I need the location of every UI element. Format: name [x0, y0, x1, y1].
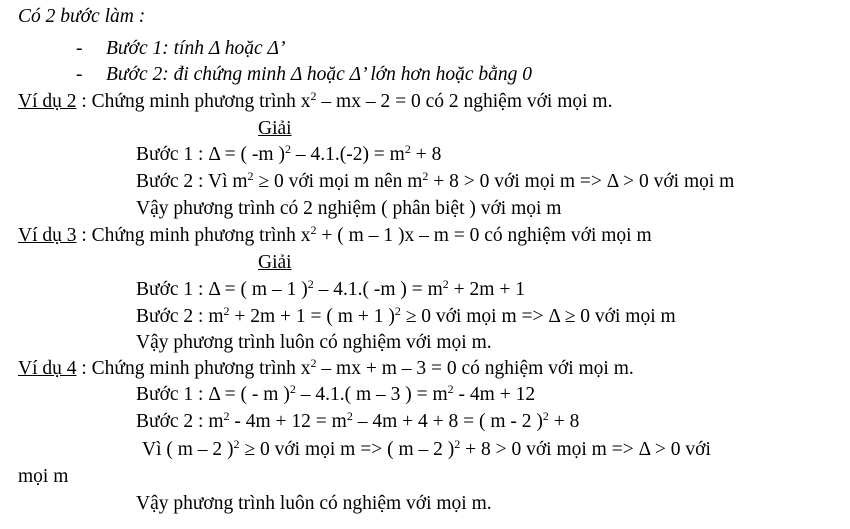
example-3-conclusion: Vậy phương trình luôn có nghiệm với mọi m.: [136, 332, 492, 353]
example-4-step-1: Bước 1 : Δ = ( - m )$^2$ – 4.1.( m – 3 ) = $m^2 - 4m + 12$: [136, 382, 536, 405]
example-3-step-2: Bước 2 : $m^2 + 2m + 1$ = ( m + 1 )$^2$ ≥ 0 với mọi m => Δ ≥ 0 với mọi m: [136, 304, 676, 327]
example-2-solve-heading: Giải: [258, 118, 292, 139]
intro-heading: Có 2 bước làm :: [18, 6, 146, 27]
example-2-statement: Ví dụ 2 : Chứng minh phương trình $x^2$ – mx – 2 = 0 có 2 nghiệm với mọi m.: [18, 89, 613, 112]
example-4-conclusion: Vậy phương trình luôn có nghiệm với mọi m.: [136, 493, 492, 514]
example-3-title: Ví dụ 3: [18, 225, 77, 246]
example-4-reasoning-wrap: mọi m: [18, 466, 69, 487]
step-1-line: [76, 36, 286, 62]
example-3-step-1: Bước 1 : Δ = ( m – 1 )$^2$ – 4.1.( -m ) = $m^2 + 2m + 1$: [136, 277, 525, 300]
example-2-conclusion: Vậy phương trình có 2 nghiệm ( phân biệt ) với mọi m: [136, 198, 562, 219]
step-1-text: : tính Δ hoặc Δ’: [162, 38, 286, 59]
example-4-title: Ví dụ 4: [18, 358, 77, 379]
step-2-label: Bước 2: [106, 64, 163, 85]
example-3-solve-heading: Giải: [258, 252, 292, 273]
bullet-dash: -: [76, 64, 83, 85]
step-2-text: : đi chứng minh Δ hoặc Δ’ lớn hơn hoặc bằng 0: [162, 64, 532, 85]
example-4-reasoning: Vì ( m – 2 )$^2$ ≥ 0 với mọi m => ( m – 2 )$^2$ + 8 > 0 với mọi m => Δ > 0 với: [142, 437, 711, 460]
example-2-step-2: Bước 2 : Vì $m^2 \ge 0$ với mọi m nên $m^2 + 8 > 0$ với mọi m => Δ > 0 với mọi m: [136, 169, 735, 192]
step-2-line: [76, 62, 532, 88]
step-1-label: Bước 1: [106, 38, 163, 59]
example-4-step-2: Bước 2 : $m^2 - 4m + 12 = m^2 - 4m + 4 + 8$ = ( m - 2 )$^2$ + 8: [136, 409, 580, 432]
example-3-statement: Ví dụ 3 : Chứng minh phương trình $x^2$ + ( m – 1 )x – m = 0 có nghiệm với mọi m: [18, 223, 652, 246]
example-2-title: Ví dụ 2: [18, 91, 77, 112]
example-2-step-1: Bước 1 : Δ = ( -m )$^2 - 4.1.(-2) = m^2 + 8$: [136, 142, 442, 165]
example-4-statement: Ví dụ 4 : Chứng minh phương trình $x^2$ – mx + m – 3 = 0 có nghiệm với mọi m.: [18, 356, 634, 379]
bullet-dash: -: [76, 38, 83, 59]
